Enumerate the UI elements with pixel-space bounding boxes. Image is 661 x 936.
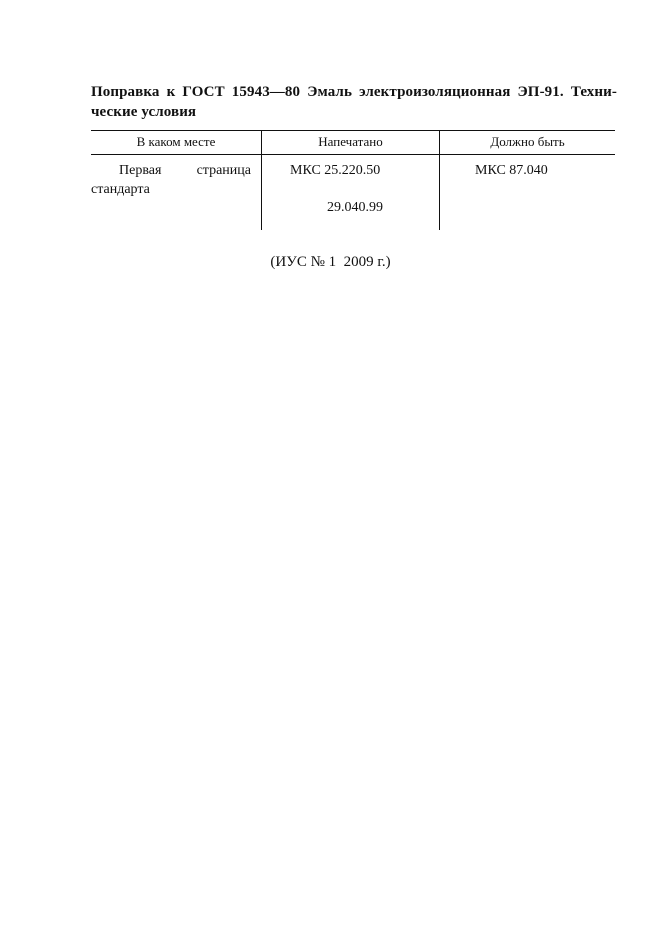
place-line-1: Первая страница <box>119 163 251 178</box>
header-place: В каком месте <box>136 134 216 149</box>
cell-printed-2: 29.040.99 <box>327 200 383 215</box>
table-top-rule <box>91 130 615 131</box>
correction-table <box>91 130 615 230</box>
title-line-2: ческие условия <box>91 104 197 120</box>
source-note: (ИУС № 1 2009 г.) <box>270 254 391 270</box>
document-title <box>91 82 617 122</box>
cell-should-be: МКС 87.040 <box>475 163 548 178</box>
header-printed: Напечатано <box>318 134 383 149</box>
table-header-rule <box>91 154 615 155</box>
cell-place <box>91 161 251 199</box>
title-line-1: Поправка к ГОСТ 15943—80 Эмаль электроизоляционная ЭП-91. Техни- <box>91 84 617 100</box>
header-should-be: Должно быть <box>490 134 565 149</box>
place-line-2: стандарта <box>91 182 150 197</box>
cell-printed-1: МКС 25.220.50 <box>290 163 381 178</box>
